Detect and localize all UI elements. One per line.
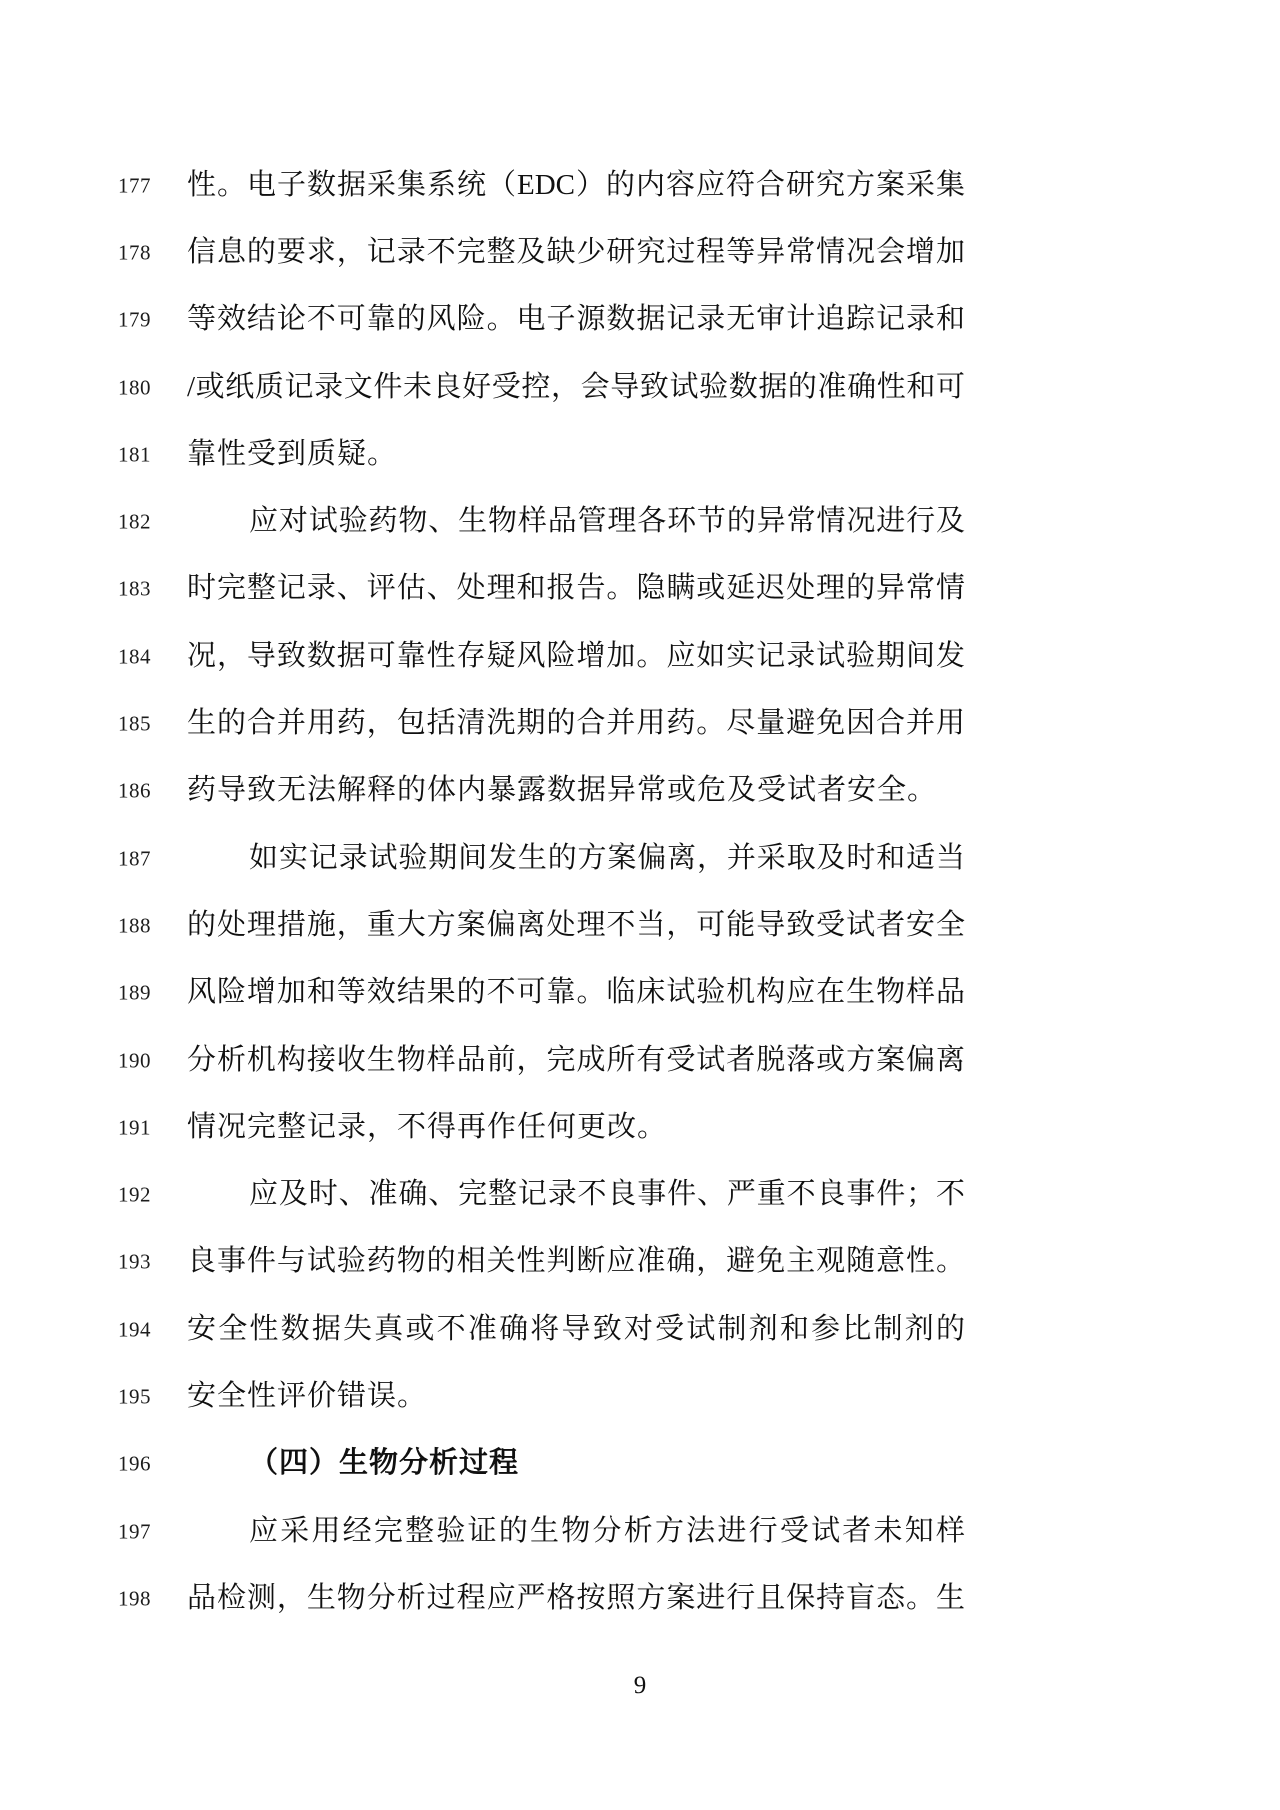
text-line: [0, 556, 1280, 623]
text-line: [0, 892, 1280, 959]
line-number: 182: [118, 509, 151, 534]
text-line: [0, 1565, 1280, 1632]
text-line: [0, 287, 1280, 354]
line-text: 药导致无法解释的体内暴露数据异常或危及受试者安全。: [187, 774, 938, 807]
text-line: [0, 690, 1280, 757]
text-line: [0, 623, 1280, 690]
line-text: /或纸质记录文件未良好受控，会导致试验数据的准确性和可: [187, 370, 965, 403]
line-text: 良事件与试验药物的相关性判断应准确，避免主观随意性。: [187, 1245, 965, 1278]
line-number: 194: [118, 1317, 151, 1342]
line-text: 等效结论不可靠的风险。电子源数据记录无审计追踪记录和: [187, 303, 965, 336]
line-number: 181: [118, 442, 151, 467]
line-text: 性。电子数据采集系统（EDC）的内容应符合研究方案采集: [187, 168, 965, 201]
line-number: 184: [118, 644, 151, 669]
line-number: 183: [118, 576, 151, 601]
line-text: 况，导致数据可靠性存疑风险增加。应如实记录试验期间发: [187, 639, 965, 672]
line-text: 如实记录试验期间发生的方案偏离，并采取及时和适当: [249, 841, 965, 874]
line-text: 品检测，生物分析过程应严格按照方案进行且保持盲态。生: [187, 1582, 965, 1615]
text-line: [0, 1363, 1280, 1430]
line-number: 187: [118, 846, 151, 871]
text-line: [0, 1296, 1280, 1363]
text-line: [0, 825, 1280, 892]
text-line: [0, 1027, 1280, 1094]
line-number: 180: [118, 375, 151, 400]
line-text: 应对试验药物、生物样品管理各环节的异常情况进行及: [249, 505, 965, 538]
line-number: 179: [118, 307, 151, 332]
line-number: 191: [118, 1115, 151, 1140]
line-text: 分析机构接收生物样品前，完成所有受试者脱落或方案偏离: [187, 1043, 965, 1076]
line-text: 应及时、准确、完整记录不良事件、严重不良事件；不: [249, 1178, 965, 1211]
line-number: 188: [118, 913, 151, 938]
text-line: [0, 421, 1280, 488]
text-line: [0, 219, 1280, 286]
text-line: [0, 758, 1280, 825]
line-number: 189: [118, 980, 151, 1005]
line-text: 安全性数据失真或不准确将导致对受试制剂和参比制剂的: [187, 1312, 965, 1345]
line-text: 信息的要求，记录不完整及缺少研究过程等异常情况会增加: [187, 236, 965, 269]
line-number: 186: [118, 778, 151, 803]
line-text: 风险增加和等效结果的不可靠。临床试验机构应在生物样品: [187, 976, 965, 1009]
text-line: [0, 1161, 1280, 1228]
line-text: 的处理措施，重大方案偏离处理不当，可能导致受试者安全: [187, 909, 965, 942]
text-line: [0, 960, 1280, 1027]
line-text: 生的合并用药，包括清洗期的合并用药。尽量避免因合并用: [187, 707, 965, 740]
text-body: [0, 152, 1280, 1633]
section-heading-line: [0, 1431, 1280, 1498]
line-text: 情况完整记录，不得再作任何更改。: [187, 1110, 668, 1143]
line-number: 185: [118, 711, 151, 736]
line-text: 时完整记录、评估、处理和报告。隐瞒或延迟处理的异常情: [187, 572, 965, 605]
line-number: 196: [118, 1451, 151, 1476]
text-line: [0, 1498, 1280, 1565]
line-number: 192: [118, 1182, 151, 1207]
line-number: 198: [118, 1586, 151, 1611]
line-number: 190: [118, 1048, 151, 1072]
line-number: 193: [118, 1249, 151, 1274]
page-number: 9: [633, 1672, 647, 1699]
text-line: [0, 1094, 1280, 1161]
line-number: 178: [118, 240, 151, 265]
line-text: 靠性受到质疑。: [187, 437, 398, 470]
line-text: 安全性评价错误。: [187, 1380, 428, 1413]
line-text: 应采用经完整验证的生物分析方法进行受试者未知样: [249, 1514, 965, 1547]
text-line: [0, 354, 1280, 421]
line-number: 177: [118, 173, 151, 198]
line-number: 195: [118, 1384, 151, 1409]
text-line: [0, 1229, 1280, 1296]
text-line: [0, 152, 1280, 219]
section-heading-text: （四）生物分析过程: [249, 1447, 520, 1480]
line-number: 197: [118, 1519, 151, 1544]
text-line: [0, 488, 1280, 555]
